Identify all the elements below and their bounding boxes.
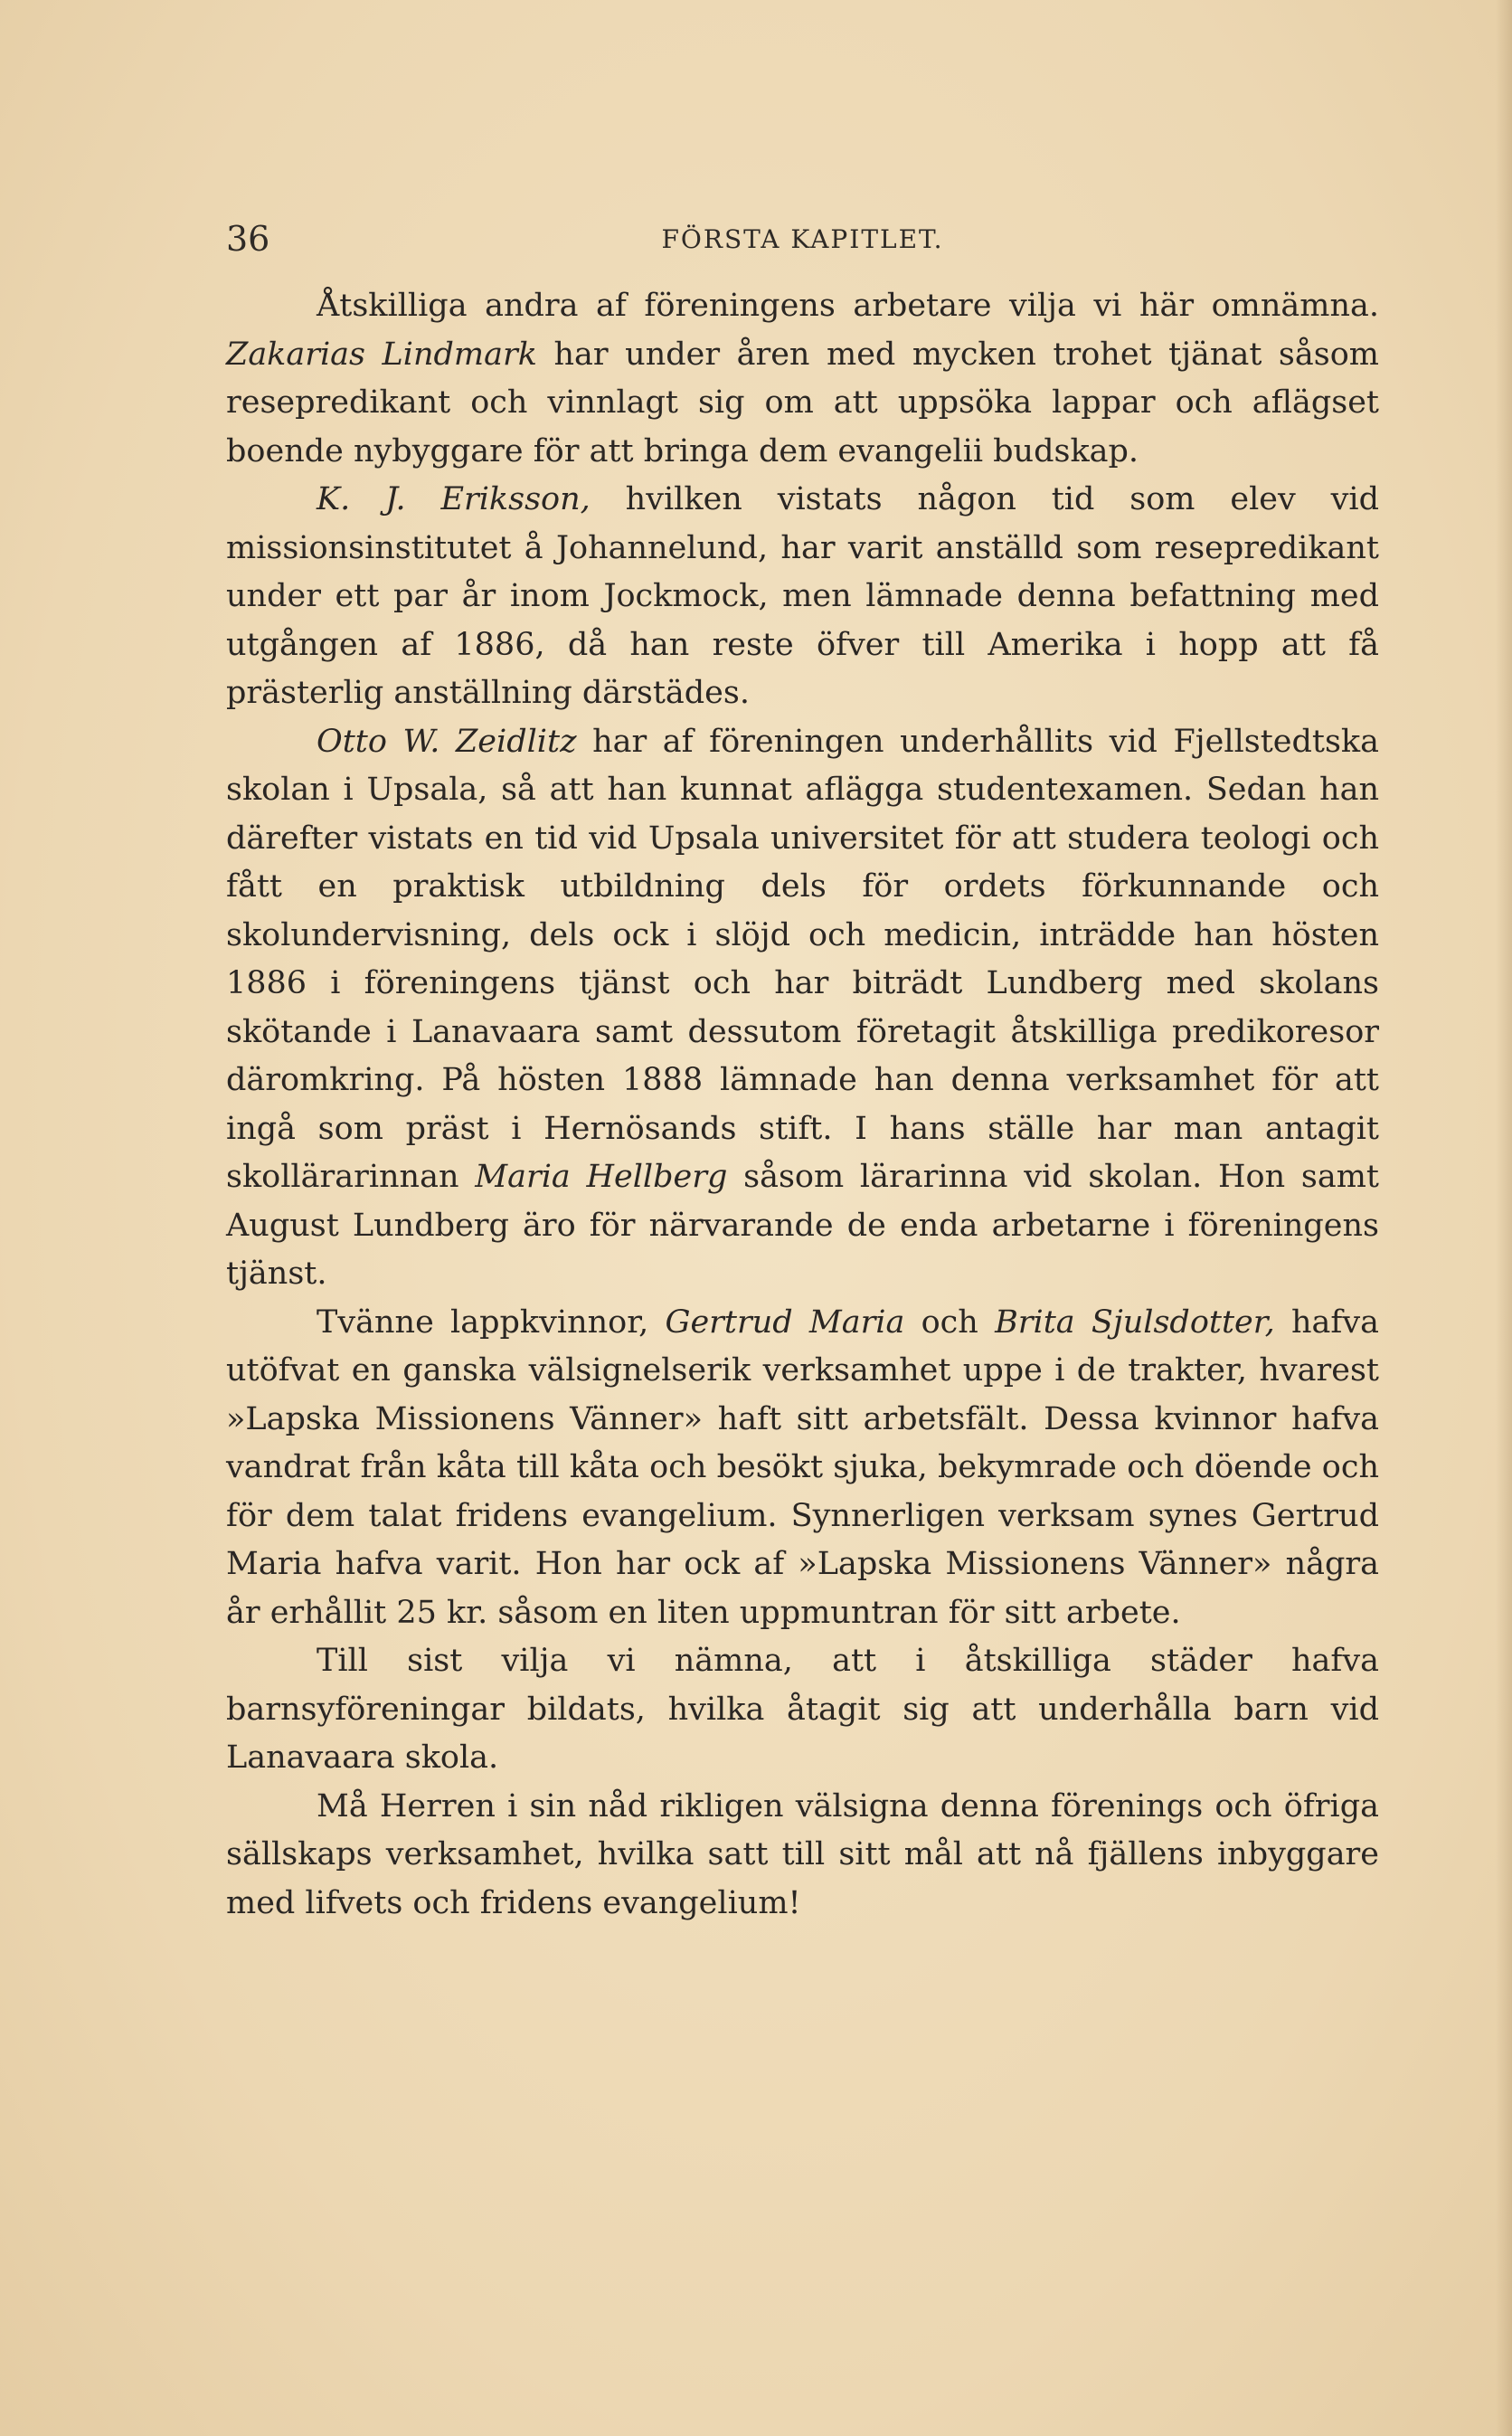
person-name: Zakarias Lindmark — [226, 336, 537, 373]
text-run: har under åren med mycken trohet tjänat såsom resepredikant och vinnlagt sig om att uppsöka lappar och aflägset boende nybyggare för att bringa dem evangelii budskap. — [226, 336, 1379, 469]
text-run: Tvänne lappkvinnor, — [317, 1303, 666, 1341]
text-run: hafva utöfvat en ganska välsignelserik verksamhet uppe i de trakter, hvarest »Lapska Missionens Vänner» haft sitt arbetsfält. Dessa kvinnor hafva vandrat från kåta till kåta och besökt sjuka, bekymrade och döende och för dem talat fridens evangelium. Synnerligen verksam synes Gertrud Maria hafva varit. Hon har ock af »Lapska Missionens Vänner» några år erhållit 25 kr. såsom en liten uppmuntran för sitt arbete. — [226, 1303, 1380, 1631]
body-text — [226, 282, 1379, 1928]
page-number: 36 — [226, 219, 270, 259]
text-run: hvilken vistats någon tid som elev vid missionsinstitutet å Johannelund, har varit anställd som resepredikant under ett par år inom Jockmock, men lämnade denna befattning med utgången af 1886, då han reste öfver till Amerika i hopp att få prästerlig anställning därstädes. — [226, 481, 1379, 711]
paragraph — [226, 1783, 1379, 1929]
text-run: Åtskilliga andra af föreningens arbetare vilja vi här omnämna. — [317, 288, 1379, 324]
paragraph — [226, 1299, 1379, 1638]
paragraph — [226, 1637, 1379, 1783]
paragraph — [226, 718, 1379, 1299]
paragraph — [226, 282, 1379, 476]
text-run: och — [904, 1303, 996, 1341]
text-run: har af föreningen underhållits vid Fjellstedtska skolan i Upsala, så att han kunnat aflägga studentexamen. Sedan han därefter vistats en tid vid Upsala universitet för att studera teologi och fått en praktisk utbildning dels för ordets förkunnande och skolundervisning, dels ock i slöjd och medicin, inträdde han hösten 1886 i föreningens tjänst och har biträdt Lundberg med skolans skötande i Lanavaara samt dessutom företagit åtskilliga predikoresor däromkring. På hösten 1888 lämnade han denna verksamhet för att ingå som präst i Hernösands stift. I hans ställe har man antagit skollärarinnan — [226, 723, 1380, 1195]
person-name: Gertrud Maria — [665, 1303, 905, 1341]
page-header — [226, 219, 1379, 273]
text-run: såsom lärarinna vid skolan. Hon samt August Lundberg äro för närvarande de enda arbetarne i föreningens tjänst. — [226, 1159, 1379, 1292]
running-head: FÖRSTA KAPITLET. — [661, 224, 944, 254]
text-run: Till sist vilja vi nämna, att i åtskilliga städer hafva barnsyföreningar bildats, hvilka åtagit sig att underhålla barn vid Lanavaara skola. — [226, 1643, 1379, 1776]
page-edge-shadow — [1496, 0, 1512, 2436]
text-run: Må Herren i sin nåd rikligen välsigna denna förenings och öfriga sällskaps verksamhet, hvilka satt till sitt mål att nå fjällens inbyggare med lifvets och fridens evangelium! — [226, 1787, 1379, 1921]
person-name: Brita Sjulsdotter, — [995, 1303, 1275, 1341]
person-name: Maria Hellberg — [475, 1159, 728, 1195]
paragraph — [226, 476, 1379, 718]
person-name: K. J. Eriksson, — [317, 481, 591, 517]
person-name: Otto W. Zeidlitz — [317, 723, 577, 760]
